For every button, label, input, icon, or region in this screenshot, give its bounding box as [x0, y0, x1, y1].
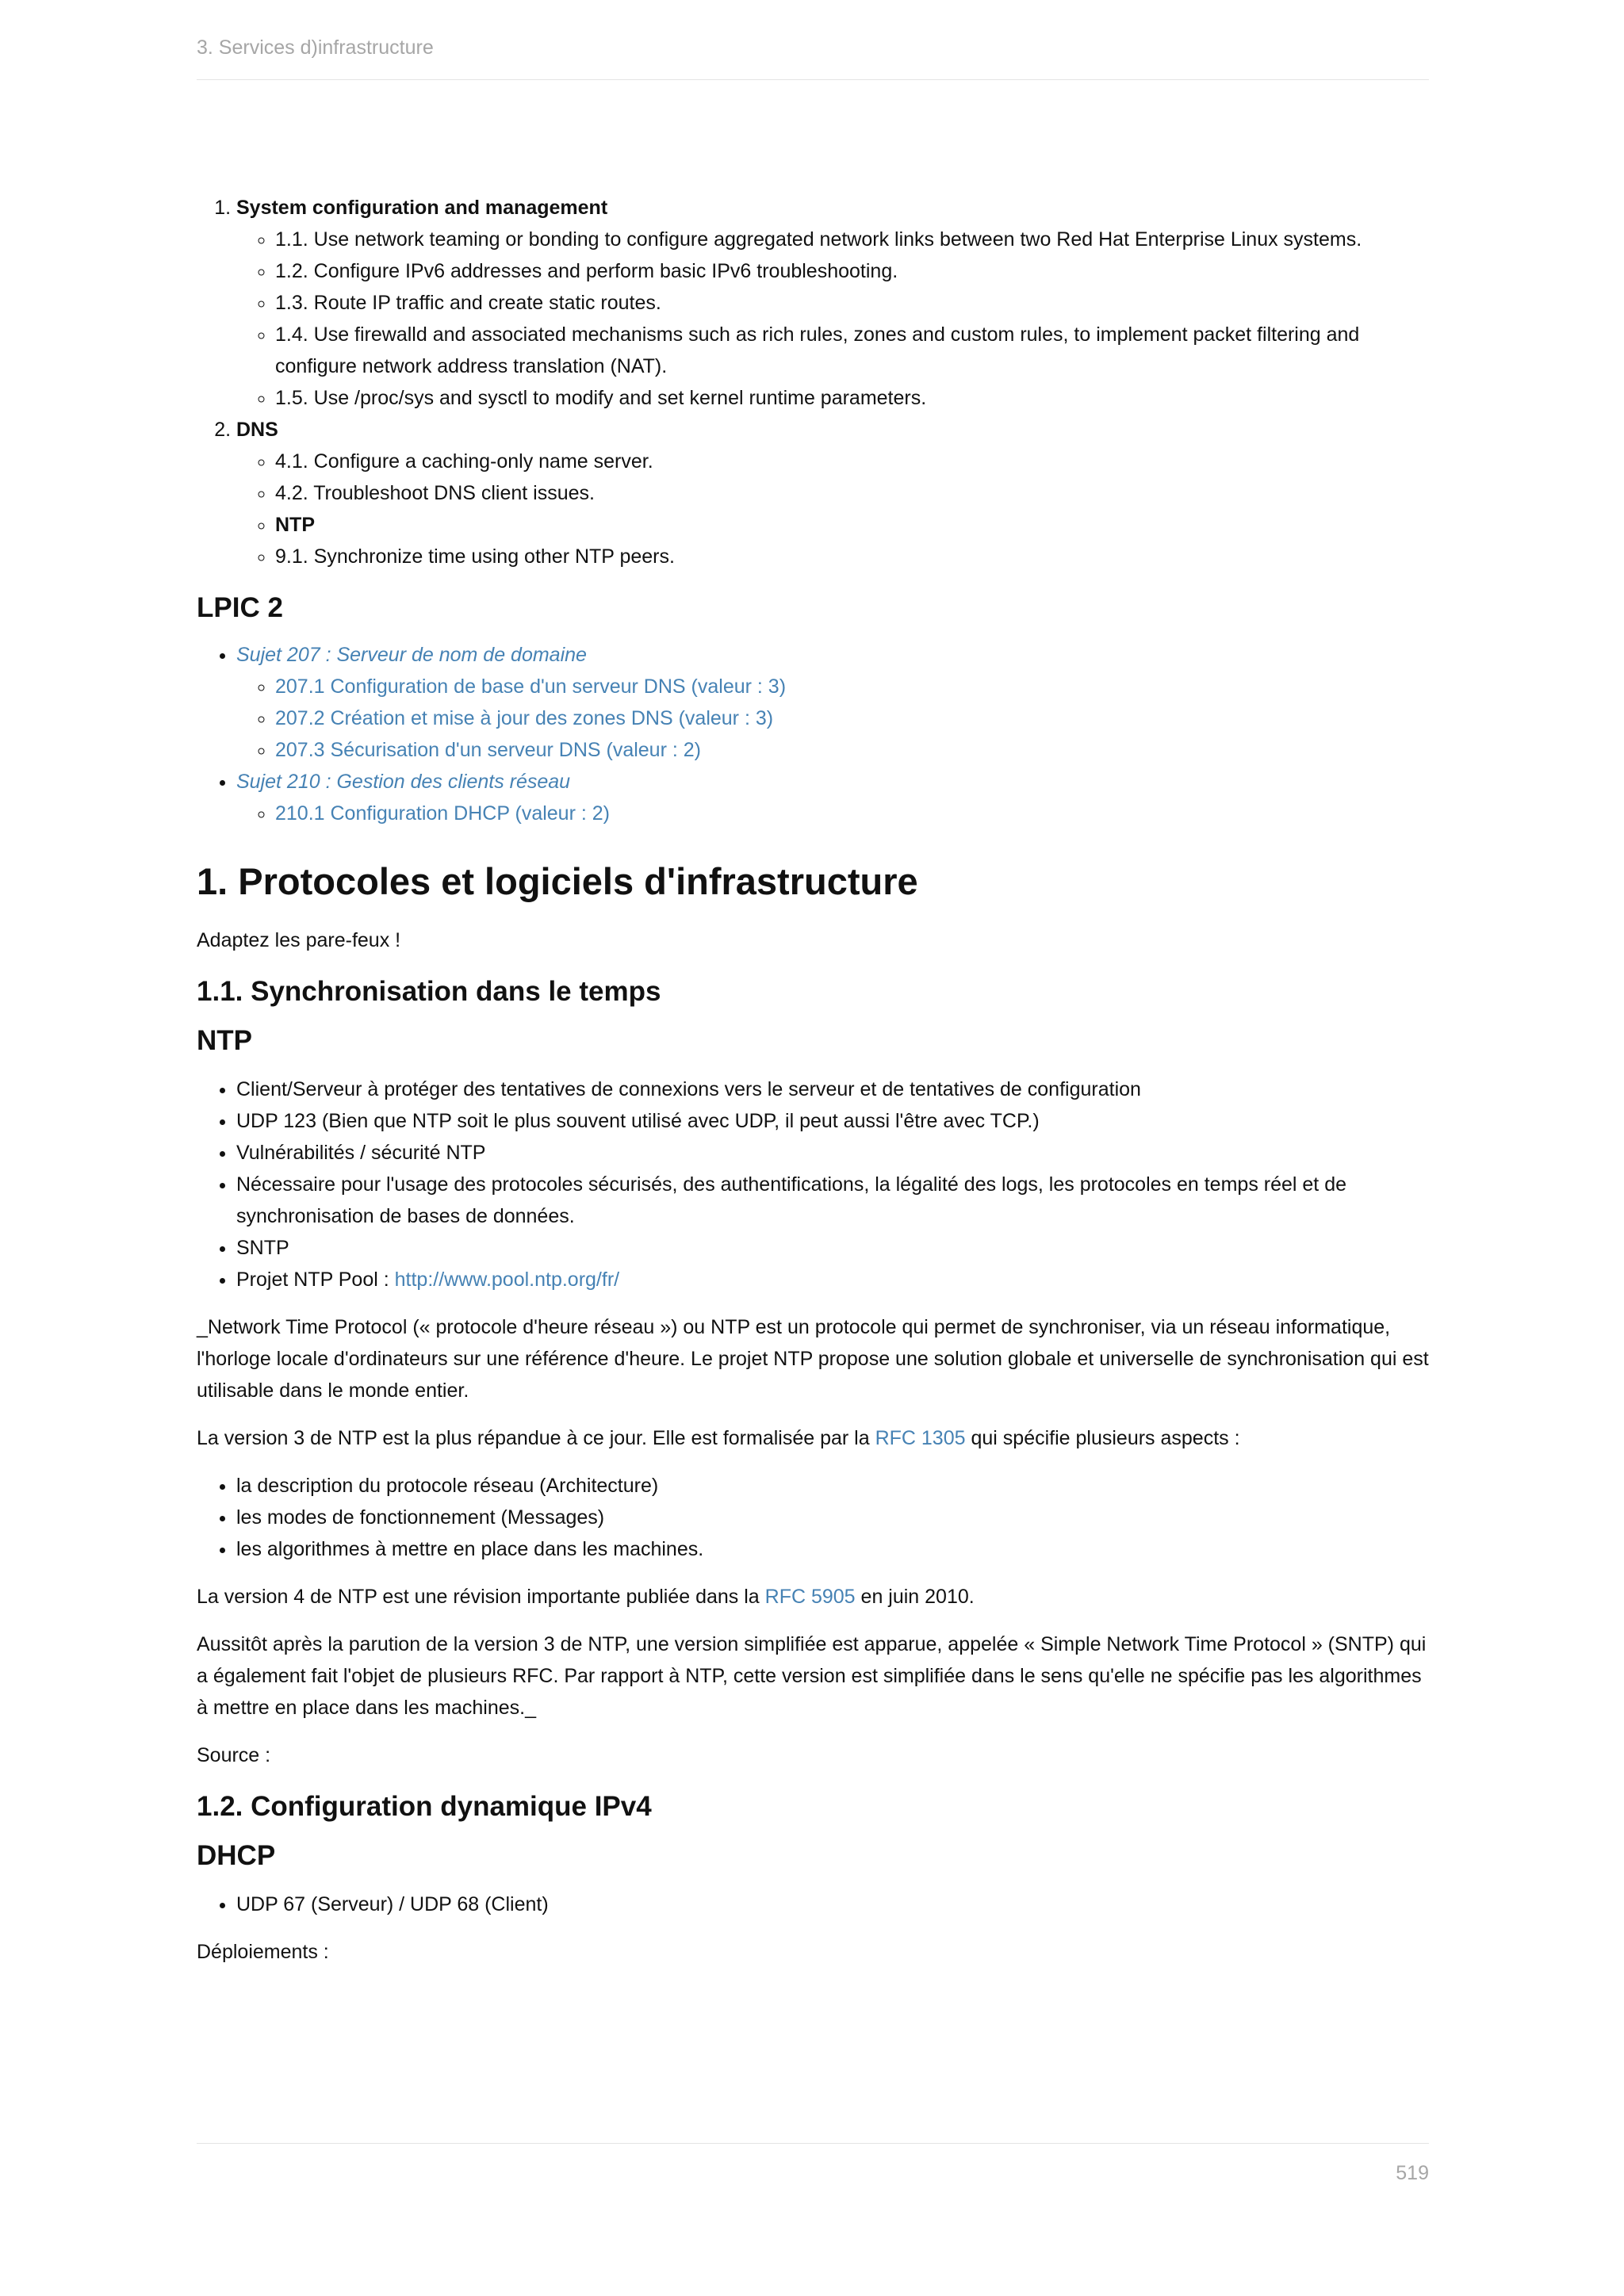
- objective-subitem: ◦ 1.1. Use network teaming or bonding to configure aggregated network links between two Red Hat Enterprise Linux systems.: [275, 224, 1429, 255]
- lpic-topic: [236, 766, 1429, 829]
- text-span: La version 4 de NTP est une révision importante publiée dans la: [197, 1586, 765, 1608]
- page-content: [197, 192, 1429, 1984]
- aspect-item: • les algorithmes à mettre en place dans les machines.: [236, 1533, 1429, 1565]
- objective-sublist: [236, 224, 1429, 414]
- rfc5905-link[interactable]: RFC 5905: [764, 1586, 856, 1608]
- ntp-pool-link[interactable]: http://www.pool.ntp.org/fr/: [394, 1269, 620, 1291]
- objective-subitem: ◦ 1.3. Route IP traffic and create static routes.: [275, 287, 1429, 319]
- ntp-bullet: • Nécessaire pour l'usage des protocoles sécurisés, des authentifications, la légalité des logs, les protocoles en temps réel et de synchronisation de bases de données.: [236, 1169, 1429, 1232]
- ntp-aspects: [197, 1470, 1429, 1565]
- section-intro: Adaptez les pare-feux !: [197, 929, 401, 951]
- ntp-version4-paragraph: [197, 1581, 1429, 1613]
- lpic-heading: LPIC 2: [197, 592, 283, 623]
- rfc1305-link[interactable]: RFC 1305: [875, 1427, 966, 1449]
- objective-title: System configuration and management: [236, 197, 608, 219]
- ntp-version3-paragraph: [197, 1422, 1429, 1454]
- lpic-sublist: [236, 798, 1429, 829]
- header-divider: [197, 79, 1429, 80]
- lpic-subitem: [275, 671, 1429, 702]
- objective-subitem: ◦ 1.2. Configure IPv6 addresses and perform basic IPv6 troubleshooting.: [275, 255, 1429, 287]
- sntp-paragraph: Aussitôt après la parution de la version 3 de NTP, une version simplifiée est apparue, appelée « Simple Network Time Protocol » (SNTP) qui a également fait l'objet de plusieurs RFC. Par rapport à NTP, cette version est simplifiée dans le sens qu'elle ne spécifie pas les algorithmes à mettre en place dans les machines._: [197, 1633, 1427, 1719]
- lpic-sublink[interactable]: 210.1 Configuration DHCP (valeur : 2): [275, 802, 610, 825]
- objective-subitem: ◦ 9.1. Synchronize time using other NTP peers.: [275, 541, 1429, 572]
- ntp-bullet: • SNTP: [236, 1232, 1429, 1264]
- objective-item: [236, 414, 1429, 572]
- text-span: La version 3 de NTP est la plus répandue à ce jour. Elle est formalisée par la: [197, 1427, 875, 1449]
- lpic-sublink[interactable]: 207.2 Création et mise à jour des zones DNS (valeur : 3): [275, 707, 774, 729]
- objective-subitem: ◦ 4.1. Configure a caching-only name server.: [275, 446, 1429, 477]
- ntp-paragraph: _Network Time Protocol (« protocole d'heure réseau ») ou NTP est un protocole qui permet de synchroniser, via un réseau informatique, l'horloge locale d'ordinateurs sur une référence d'heure. Le projet NTP propose une solution globale et universelle de synchronisation qui est utilisable dans le monde entier.: [197, 1316, 1429, 1402]
- lpic-sublink[interactable]: 207.3 Sécurisation d'un serveur DNS (valeur : 2): [275, 739, 701, 761]
- dhcp-heading: DHCP: [197, 1840, 276, 1871]
- subsection-heading: 1.2. Configuration dynamique IPv4: [197, 1791, 652, 1822]
- aspect-item: • la description du protocole réseau (Architecture): [236, 1470, 1429, 1502]
- deploy-label: Déploiements :: [197, 1941, 329, 1963]
- objective-subitem: ◦ 1.4. Use firewalld and associated mechanisms such as rich rules, zones and custom rules, to implement packet filtering and configure network address translation (NAT).: [275, 319, 1429, 382]
- ntp-bullet: [236, 1264, 1429, 1295]
- objective-item: [236, 192, 1429, 414]
- footer-divider: [197, 2143, 1429, 2144]
- ntp-bullet: • UDP 123 (Bien que NTP soit le plus souvent utilisé avec UDP, il peut aussi l'être avec TCP.): [236, 1105, 1429, 1137]
- objective-subitem: ◦ 1.5. Use /proc/sys and sysctl to modify and set kernel runtime parameters.: [275, 382, 1429, 414]
- objective-subitem: ◦ 4.2. Troubleshoot DNS client issues.: [275, 477, 1429, 509]
- pool-label: Projet NTP Pool :: [236, 1269, 395, 1291]
- text-span: en juin 2010.: [855, 1586, 975, 1608]
- objective-sublist: [236, 446, 1429, 572]
- ntp-bullets: [197, 1073, 1429, 1295]
- lpic-topic-link[interactable]: Sujet 207 : Serveur de nom de domaine: [236, 644, 587, 666]
- objective-title: DNS: [236, 419, 278, 441]
- lpic-topic: [236, 639, 1429, 766]
- lpic-subitem: [275, 798, 1429, 829]
- dhcp-bullets: [197, 1888, 1429, 1920]
- running-header: 3. Services d)infrastructure: [197, 36, 434, 59]
- ntp-heading: NTP: [197, 1025, 252, 1056]
- lpic-sublist: [236, 671, 1429, 766]
- objective-subheading: ◦ NTP: [275, 509, 1429, 541]
- lpic-subitem: [275, 734, 1429, 766]
- lpic-sublink[interactable]: 207.1 Configuration de base d'un serveur DNS (valeur : 3): [275, 675, 787, 698]
- page-number: 519: [1396, 2162, 1429, 2184]
- text-span: qui spécifie plusieurs aspects :: [965, 1427, 1240, 1449]
- aspect-item: • les modes de fonctionnement (Messages): [236, 1502, 1429, 1533]
- lpic-topics: [197, 639, 1429, 829]
- ntp-bullet: • Client/Serveur à protéger des tentatives de connexions vers le serveur et de tentatives de configuration: [236, 1073, 1429, 1105]
- source-label: Source :: [197, 1744, 271, 1766]
- dhcp-bullet: • UDP 67 (Serveur) / UDP 68 (Client): [236, 1888, 1429, 1920]
- lpic-subitem: [275, 702, 1429, 734]
- objectives-list: [197, 192, 1429, 572]
- subsection-heading: 1.1. Synchronisation dans le temps: [197, 976, 661, 1007]
- ntp-bullet: • Vulnérabilités / sécurité NTP: [236, 1137, 1429, 1169]
- section-heading: 1. Protocoles et logiciels d'infrastructure: [197, 860, 918, 902]
- lpic-topic-link[interactable]: Sujet 210 : Gestion des clients réseau: [236, 771, 571, 793]
